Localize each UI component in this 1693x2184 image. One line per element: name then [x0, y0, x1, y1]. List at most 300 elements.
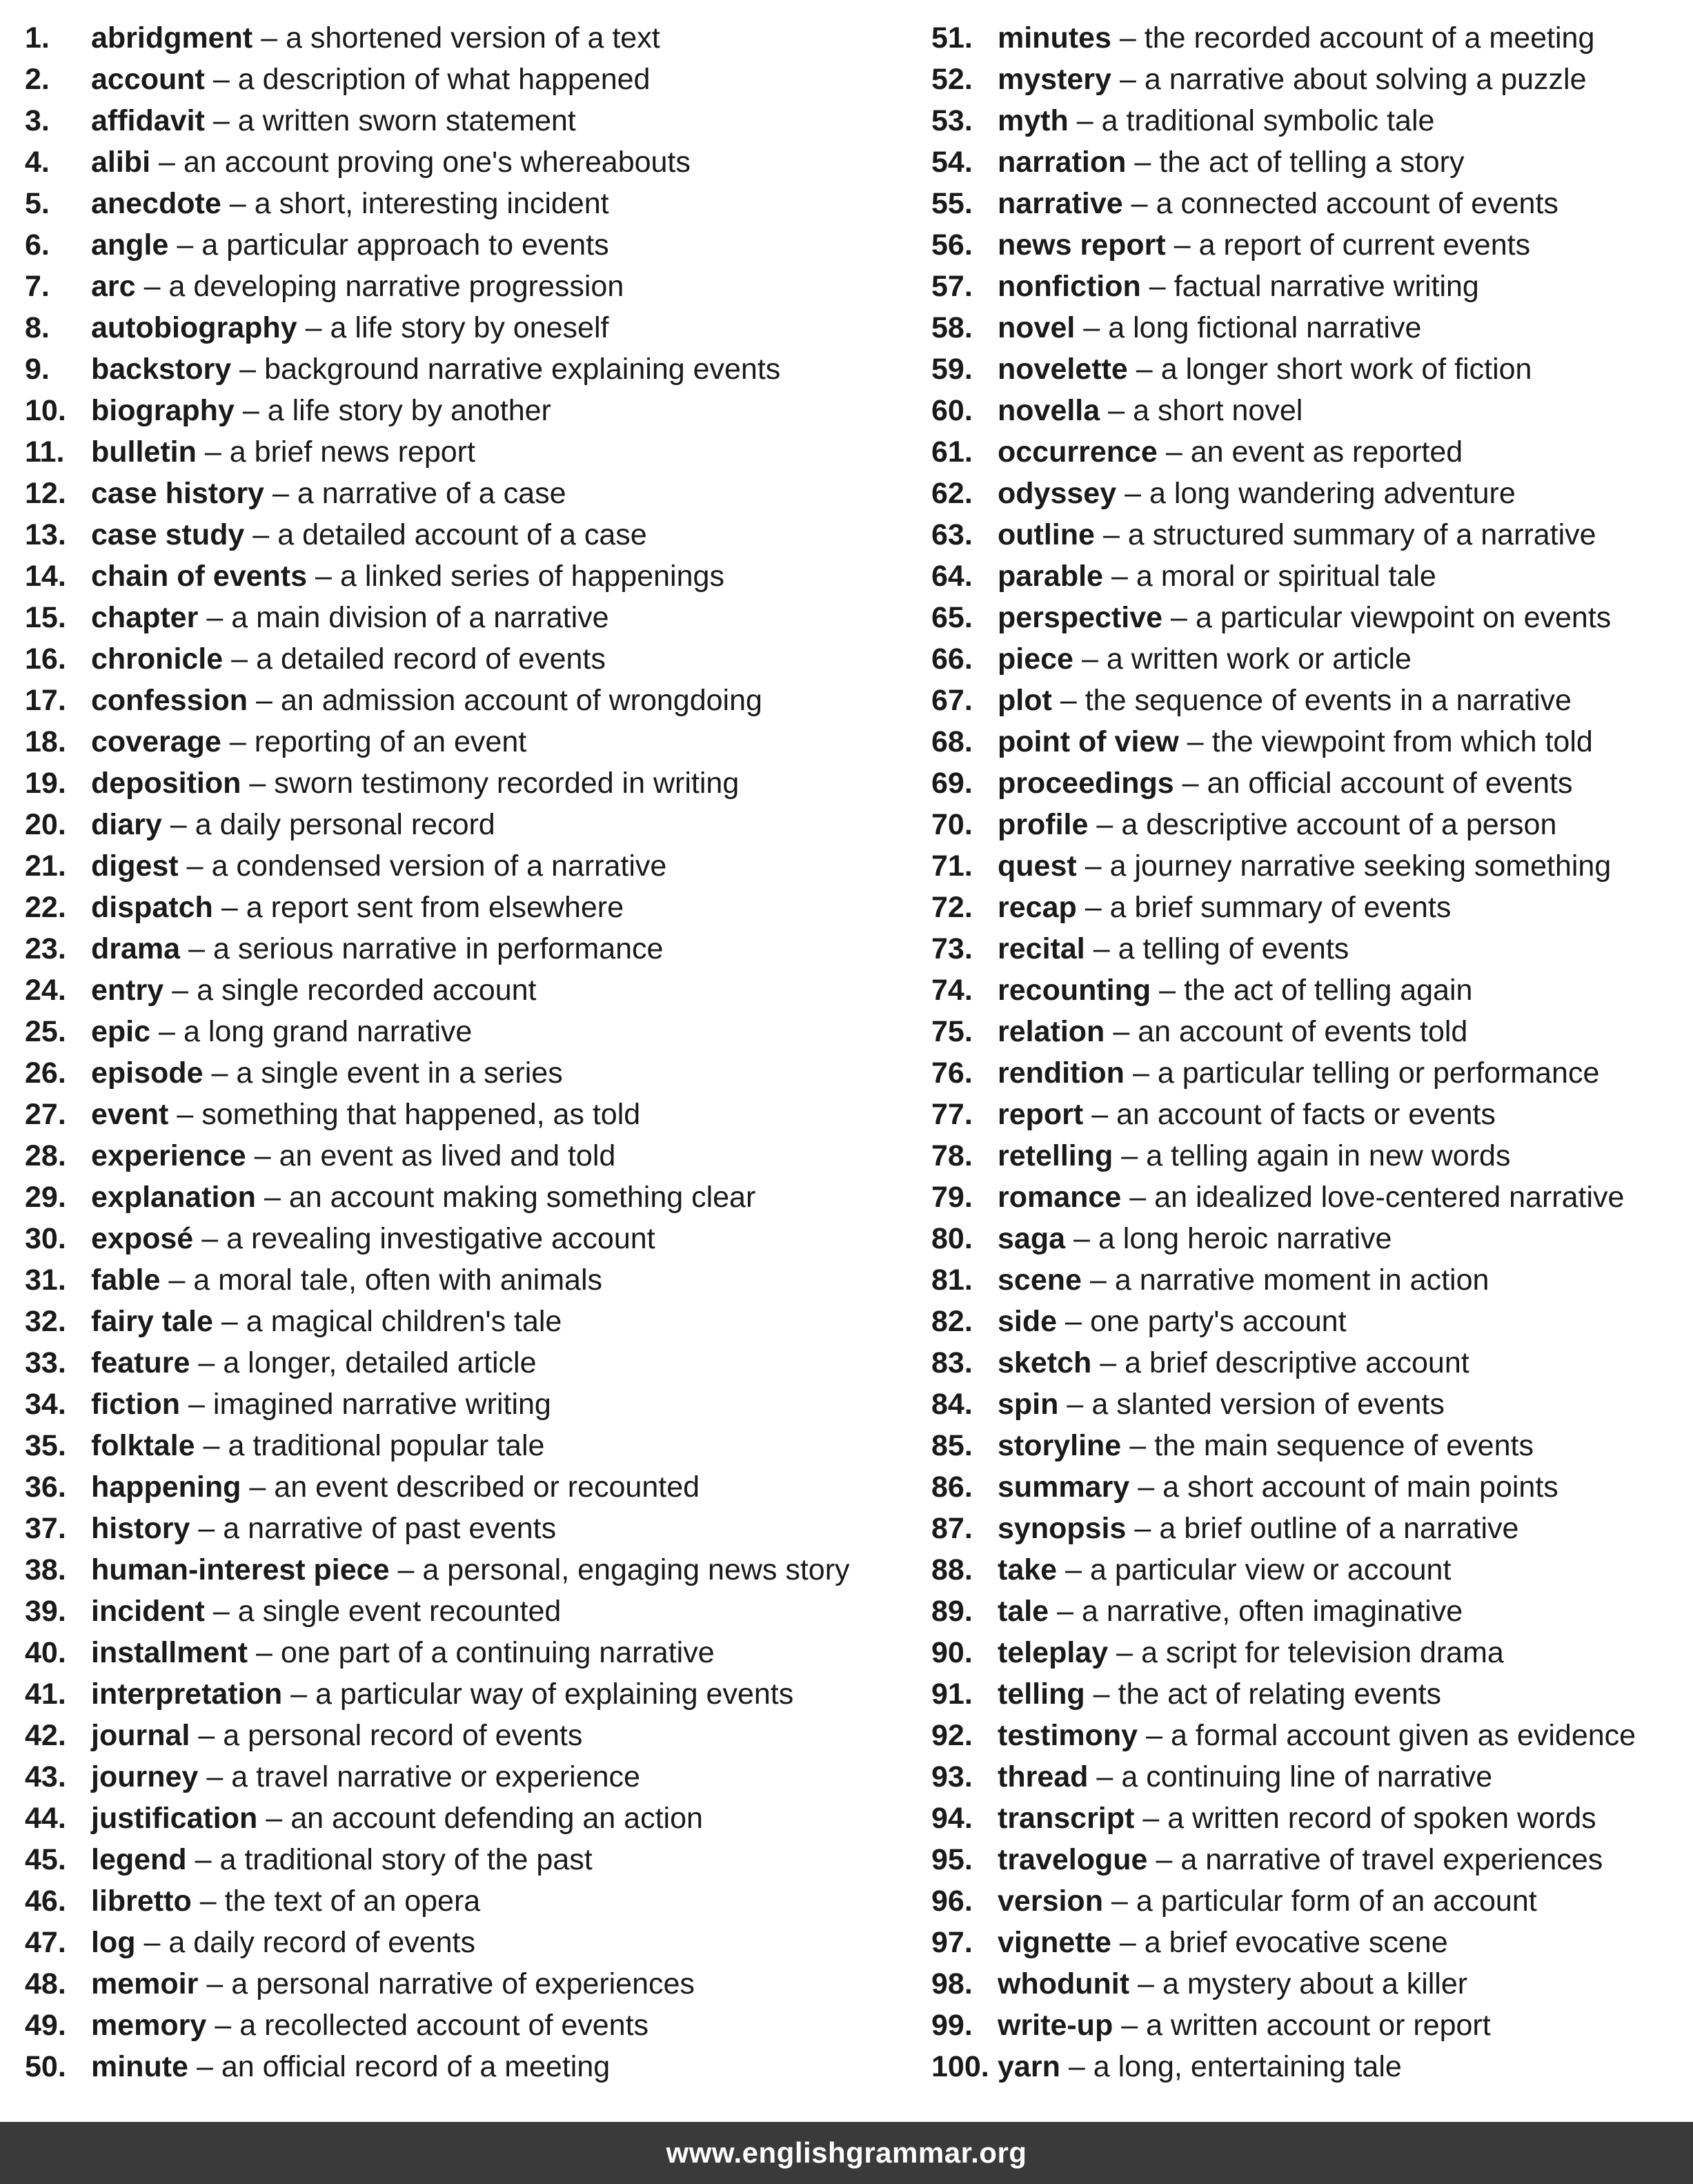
- item-definition: a magical children's tale: [246, 1305, 562, 1338]
- dash-separator: –: [1125, 477, 1142, 510]
- item-term: mystery: [998, 63, 1111, 96]
- item-definition: a single recorded account: [197, 974, 537, 1007]
- item-definition: a travel narrative or experience: [231, 1760, 640, 1793]
- item-definition: a moral or spiritual tale: [1136, 560, 1436, 593]
- dash-separator: –: [212, 63, 230, 96]
- list-item: [931, 1342, 1690, 1384]
- item-definition: an event as reported: [1190, 435, 1463, 469]
- item-definition: a long, entertaining tale: [1093, 2050, 1402, 2083]
- item-definition: an official record of a meeting: [221, 2050, 611, 2083]
- item-term: log: [91, 1926, 136, 1959]
- dash-separator: –: [196, 2050, 213, 2083]
- item-number: 80.: [931, 1222, 973, 1255]
- item-term: case history: [91, 477, 264, 510]
- item-term: affidavit: [91, 104, 205, 137]
- list-item: [931, 1756, 1690, 1798]
- item-term: thread: [998, 1760, 1089, 1793]
- list-item: [25, 1839, 901, 1880]
- item-term: news report: [998, 228, 1166, 262]
- list-item: [25, 970, 901, 1011]
- list-item: [931, 1673, 1690, 1715]
- item-number: 64.: [931, 560, 973, 593]
- list-item: [931, 307, 1690, 348]
- item-term: recap: [998, 891, 1077, 924]
- item-term: fiction: [91, 1388, 180, 1421]
- item-number: 1.: [25, 21, 50, 55]
- item-number: 62.: [931, 477, 973, 510]
- item-definition: the main sequence of events: [1154, 1429, 1534, 1462]
- list-item: [931, 266, 1690, 307]
- dash-separator: –: [215, 2009, 232, 2042]
- dash-separator: –: [1065, 1553, 1082, 1586]
- list-item: [25, 1425, 901, 1466]
- item-definition: factual narrative writing: [1174, 270, 1479, 303]
- item-definition: a narrative of travel experiences: [1180, 1843, 1603, 1876]
- item-term: summary: [998, 1470, 1130, 1504]
- footer-bar: [0, 2122, 1693, 2184]
- dash-separator: –: [195, 1843, 212, 1876]
- list-item: [931, 1218, 1690, 1259]
- dash-separator: –: [239, 353, 257, 386]
- item-term: novel: [998, 311, 1076, 344]
- dash-separator: –: [204, 435, 221, 469]
- item-term: epic: [91, 1015, 151, 1048]
- list-item: [25, 1715, 901, 1756]
- item-definition: a description of what happened: [237, 63, 651, 96]
- list-item: [931, 59, 1690, 100]
- dash-separator: –: [177, 228, 194, 262]
- list-item: [25, 1798, 901, 1839]
- list-item: [25, 431, 901, 473]
- item-definition: a structured summary of a narrative: [1127, 518, 1596, 551]
- dash-separator: –: [1085, 849, 1102, 883]
- item-term: version: [998, 1885, 1103, 1918]
- dash-separator: –: [177, 1098, 194, 1131]
- item-term: write-up: [998, 2009, 1113, 2042]
- dash-separator: –: [229, 725, 246, 758]
- dash-separator: –: [1093, 1678, 1110, 1711]
- item-term: journey: [91, 1760, 199, 1793]
- list-item: [25, 514, 901, 555]
- dash-separator: –: [1159, 974, 1176, 1007]
- item-number: 43.: [25, 1760, 66, 1793]
- item-term: telling: [998, 1678, 1085, 1711]
- list-item: [25, 1466, 901, 1508]
- list-item: [25, 266, 901, 307]
- list-item: [931, 1052, 1690, 1094]
- item-term: nonfiction: [998, 270, 1141, 303]
- list-item: [931, 970, 1690, 1011]
- item-definition: an idealized love-centered narrative: [1154, 1181, 1625, 1214]
- dash-separator: –: [1089, 1263, 1107, 1297]
- item-term: spin: [998, 1388, 1059, 1421]
- item-term: justification: [91, 1802, 258, 1835]
- item-number: 13.: [25, 518, 66, 551]
- list-item: [931, 1632, 1690, 1673]
- item-number: 54.: [931, 146, 973, 179]
- dash-separator: –: [1121, 1139, 1138, 1172]
- dash-separator: –: [1174, 228, 1191, 262]
- item-number: 95.: [931, 1843, 973, 1876]
- dash-separator: –: [1129, 1429, 1147, 1462]
- list-item: [25, 224, 901, 266]
- item-definition: a particular form of an account: [1136, 1885, 1537, 1918]
- item-definition: a brief evocative scene: [1144, 1926, 1448, 1959]
- item-number: 68.: [931, 725, 973, 758]
- dash-separator: –: [1132, 1056, 1149, 1090]
- item-term: explanation: [91, 1181, 256, 1214]
- item-number: 5.: [25, 187, 50, 220]
- item-number: 30.: [25, 1222, 66, 1255]
- item-number: 65.: [931, 601, 973, 634]
- item-term: storyline: [998, 1429, 1122, 1462]
- dash-separator: –: [1146, 1719, 1163, 1752]
- item-term: legend: [91, 1843, 187, 1876]
- item-number: 74.: [931, 974, 973, 1007]
- item-term: exposé: [91, 1222, 194, 1255]
- item-number: 94.: [931, 1802, 973, 1835]
- item-number: 37.: [25, 1512, 66, 1545]
- dash-separator: –: [198, 1719, 215, 1752]
- item-term: autobiography: [91, 311, 297, 344]
- item-number: 58.: [931, 311, 973, 344]
- item-number: 78.: [931, 1139, 973, 1172]
- item-term: feature: [91, 1346, 190, 1379]
- list-item: [25, 1218, 901, 1259]
- list-item: [931, 1880, 1690, 1922]
- item-definition: one part of a continuing narrative: [280, 1636, 715, 1669]
- item-definition: an official account of events: [1207, 767, 1573, 800]
- dash-separator: –: [1134, 1512, 1151, 1545]
- item-number: 77.: [931, 1098, 973, 1131]
- list-item: [931, 1094, 1690, 1135]
- item-definition: a short account of main points: [1162, 1470, 1558, 1504]
- item-number: 97.: [931, 1926, 973, 1959]
- item-definition: a particular telling or performance: [1157, 1056, 1600, 1090]
- item-definition: a daily record of events: [168, 1926, 475, 1959]
- item-definition: a condensed version of a narrative: [211, 849, 667, 883]
- list-item: [25, 307, 901, 348]
- list-item: [25, 1591, 901, 1632]
- item-term: abridgment: [91, 21, 253, 55]
- item-definition: a longer, detailed article: [223, 1346, 537, 1379]
- dash-separator: –: [397, 1553, 415, 1586]
- list-item: [931, 597, 1690, 638]
- dash-separator: –: [212, 1595, 230, 1628]
- list-item: [931, 1135, 1690, 1177]
- item-number: 99.: [931, 2009, 973, 2042]
- dash-separator: –: [1165, 435, 1182, 469]
- dash-separator: –: [159, 1015, 175, 1048]
- item-number: 92.: [931, 1719, 973, 1752]
- item-definition: an account making something clear: [288, 1181, 756, 1214]
- item-term: odyssey: [998, 477, 1117, 510]
- item-term: memoir: [91, 1967, 199, 2000]
- item-number: 33.: [25, 1346, 66, 1379]
- item-term: profile: [998, 808, 1089, 841]
- item-definition: a brief outline of a narrative: [1159, 1512, 1519, 1545]
- item-definition: a life story by oneself: [330, 311, 609, 344]
- item-number: 44.: [25, 1802, 66, 1835]
- item-number: 14.: [25, 560, 66, 593]
- item-definition: a detailed record of events: [256, 642, 606, 676]
- list-item: [25, 1673, 901, 1715]
- item-definition: the act of relating events: [1118, 1678, 1442, 1711]
- item-number: 71.: [931, 849, 973, 883]
- list-item: [931, 390, 1690, 431]
- item-term: dispatch: [91, 891, 213, 924]
- item-number: 75.: [931, 1015, 973, 1048]
- list-item: [931, 1922, 1690, 1963]
- list-item: [931, 1715, 1690, 1756]
- item-number: 4.: [25, 146, 50, 179]
- item-term: chain of events: [91, 560, 308, 593]
- dash-separator: –: [272, 477, 289, 510]
- item-definition: an account defending an action: [290, 1802, 703, 1835]
- list-item: [931, 2046, 1690, 2087]
- item-number: 17.: [25, 684, 66, 717]
- item-number: 98.: [931, 1967, 973, 2000]
- list-item: [931, 1549, 1690, 1591]
- item-term: entry: [91, 974, 164, 1007]
- item-number: 47.: [25, 1926, 66, 1959]
- item-number: 85.: [931, 1429, 973, 1462]
- item-definition: background narrative explaining events: [264, 353, 781, 386]
- dash-separator: –: [170, 808, 187, 841]
- dash-separator: –: [212, 104, 230, 137]
- item-term: history: [91, 1512, 190, 1545]
- list-item: [25, 141, 901, 183]
- item-definition: a single event recounted: [237, 1595, 562, 1628]
- item-term: minutes: [998, 21, 1111, 55]
- item-number: 55.: [931, 187, 973, 220]
- item-term: scene: [998, 1263, 1082, 1297]
- item-definition: the act of telling again: [1184, 974, 1473, 1007]
- item-term: happening: [91, 1470, 241, 1504]
- item-term: account: [91, 63, 205, 96]
- dash-separator: –: [249, 767, 266, 800]
- list-item: [25, 763, 901, 804]
- item-number: 69.: [931, 767, 973, 800]
- item-definition: imagined narrative writing: [212, 1388, 551, 1421]
- list-item: [931, 1963, 1690, 2005]
- dash-separator: –: [1116, 1636, 1133, 1669]
- list-item: [25, 2046, 901, 2087]
- list-item: [25, 804, 901, 845]
- list-item: [25, 721, 901, 763]
- dash-separator: –: [1113, 1015, 1130, 1048]
- item-definition: a long wandering adventure: [1149, 477, 1516, 510]
- item-number: 59.: [931, 353, 973, 386]
- item-number: 66.: [931, 642, 973, 676]
- item-term: proceedings: [998, 767, 1174, 800]
- dash-separator: –: [1102, 518, 1120, 551]
- list-item: [25, 887, 901, 928]
- item-term: quest: [998, 849, 1077, 883]
- list-item: [25, 1756, 901, 1798]
- dash-separator: –: [221, 1305, 238, 1338]
- dash-separator: –: [1073, 1222, 1090, 1255]
- item-definition: the text of an opera: [224, 1885, 481, 1918]
- item-definition: the viewpoint from which told: [1211, 725, 1593, 758]
- dash-separator: –: [249, 1470, 266, 1504]
- list-item: [931, 1798, 1690, 1839]
- item-definition: the recorded account of a meeting: [1144, 21, 1595, 55]
- item-number: 12.: [25, 477, 66, 510]
- list-item: [931, 1425, 1690, 1466]
- dash-separator: –: [1065, 1305, 1082, 1338]
- item-term: journal: [91, 1719, 190, 1752]
- item-definition: a formal account given as evidence: [1171, 1719, 1636, 1752]
- item-term: plot: [998, 684, 1052, 717]
- item-definition: a traditional symbolic tale: [1101, 104, 1435, 137]
- item-term: recounting: [998, 974, 1151, 1007]
- item-number: 52.: [931, 63, 973, 96]
- list-item: [25, 17, 901, 59]
- item-definition: a report of current events: [1198, 228, 1531, 262]
- list-item: [25, 1052, 901, 1094]
- list-item: [25, 1094, 901, 1135]
- item-definition: a life story by another: [267, 394, 551, 427]
- list-item: [25, 2005, 901, 2046]
- list-item: [931, 1508, 1690, 1549]
- dash-separator: –: [231, 642, 248, 676]
- list-item: [25, 555, 901, 597]
- item-term: drama: [91, 932, 181, 965]
- list-item: [931, 555, 1690, 597]
- dash-separator: –: [201, 1222, 219, 1255]
- item-definition: a long heroic narrative: [1098, 1222, 1392, 1255]
- item-definition: a connected account of events: [1156, 187, 1558, 220]
- dash-separator: –: [253, 518, 270, 551]
- item-definition: a particular approach to events: [201, 228, 609, 262]
- item-number: 72.: [931, 891, 973, 924]
- dash-separator: –: [1121, 2009, 1138, 2042]
- item-term: rendition: [998, 1056, 1125, 1090]
- item-number: 70.: [931, 808, 973, 841]
- item-term: transcript: [998, 1802, 1135, 1835]
- item-term: take: [998, 1553, 1058, 1586]
- item-definition: a narrative about solving a puzzle: [1144, 63, 1587, 96]
- item-number: 63.: [931, 518, 973, 551]
- list-item: [931, 348, 1690, 390]
- item-number: 82.: [931, 1305, 973, 1338]
- item-definition: a telling again in new words: [1146, 1139, 1511, 1172]
- item-term: report: [998, 1098, 1084, 1131]
- item-term: installment: [91, 1636, 248, 1669]
- dash-separator: –: [1119, 1926, 1136, 1959]
- item-term: synopsis: [998, 1512, 1127, 1545]
- item-number: 28.: [25, 1139, 66, 1172]
- list-item: [931, 638, 1690, 680]
- item-term: teleplay: [998, 1636, 1109, 1669]
- item-definition: a brief descriptive account: [1125, 1346, 1469, 1379]
- list-item: [931, 845, 1690, 887]
- item-term: confession: [91, 684, 248, 717]
- list-item: [931, 1839, 1690, 1880]
- item-definition: a personal, engaging news story: [422, 1553, 850, 1586]
- item-term: human-interest piece: [91, 1553, 390, 1586]
- website-link[interactable]: www.englishgrammar.org: [666, 2136, 1027, 2169]
- item-number: 96.: [931, 1885, 973, 1918]
- item-definition: something that happened, as told: [201, 1098, 641, 1131]
- dash-separator: –: [206, 601, 224, 634]
- item-definition: an account proving one's whereabouts: [183, 146, 691, 179]
- item-definition: a telling of events: [1118, 932, 1349, 965]
- item-definition: a narrative moment in action: [1114, 1263, 1489, 1297]
- item-definition: an account of facts or events: [1116, 1098, 1496, 1131]
- item-number: 48.: [25, 1967, 66, 2000]
- dash-separator: –: [188, 932, 205, 965]
- item-number: 2.: [25, 63, 50, 96]
- item-term: bulletin: [91, 435, 197, 469]
- list-item: [25, 1384, 901, 1425]
- item-number: 56.: [931, 228, 973, 262]
- word-list: [0, 17, 1693, 2087]
- item-definition: an account of events told: [1138, 1015, 1468, 1048]
- item-number: 67.: [931, 684, 973, 717]
- item-term: vignette: [998, 1926, 1111, 1959]
- list-item: [931, 928, 1690, 970]
- item-term: interpretation: [91, 1678, 283, 1711]
- item-number: 73.: [931, 932, 973, 965]
- list-item: [931, 2005, 1690, 2046]
- dash-separator: –: [1171, 601, 1187, 634]
- item-number: 21.: [25, 849, 66, 883]
- dash-separator: –: [1182, 767, 1199, 800]
- item-number: 79.: [931, 1181, 973, 1214]
- item-definition: a traditional popular tale: [228, 1429, 545, 1462]
- item-term: libretto: [91, 1885, 192, 1918]
- dash-separator: –: [1119, 63, 1136, 96]
- dash-separator: –: [188, 1388, 205, 1421]
- item-number: 46.: [25, 1885, 66, 1918]
- list-item: [25, 680, 901, 721]
- item-number: 25.: [25, 1015, 66, 1048]
- item-term: tale: [998, 1595, 1049, 1628]
- item-definition: a main division of a narrative: [231, 601, 609, 634]
- list-item: [931, 804, 1690, 845]
- item-term: minute: [91, 2050, 188, 2083]
- dash-separator: –: [1142, 1802, 1160, 1835]
- item-term: novelette: [998, 353, 1128, 386]
- dash-separator: –: [1096, 808, 1113, 841]
- item-number: 100.: [931, 2050, 989, 2083]
- item-term: case study: [91, 518, 245, 551]
- item-definition: a narrative of past events: [223, 1512, 557, 1545]
- item-definition: a linked series of happenings: [339, 560, 724, 593]
- dash-separator: –: [1093, 932, 1110, 965]
- item-term: experience: [91, 1139, 246, 1172]
- item-definition: a personal narrative of experiences: [231, 1967, 695, 2000]
- item-definition: a written record of spoken words: [1167, 1802, 1596, 1835]
- list-item: [25, 183, 901, 224]
- item-definition: a narrative, often imaginative: [1082, 1595, 1463, 1628]
- item-number: 8.: [25, 311, 50, 344]
- list-item: [931, 1591, 1690, 1632]
- item-term: folktale: [91, 1429, 195, 1462]
- list-item: [25, 1549, 901, 1591]
- list-item: [931, 1301, 1690, 1342]
- item-definition: a brief summary of events: [1109, 891, 1452, 924]
- dash-separator: –: [143, 1926, 161, 1959]
- list-item: [25, 1880, 901, 1922]
- item-definition: a narrative of a case: [297, 477, 566, 510]
- list-item: [25, 928, 901, 970]
- dash-separator: –: [1156, 1843, 1173, 1876]
- item-number: 40.: [25, 1636, 66, 1669]
- dash-separator: –: [1085, 891, 1102, 924]
